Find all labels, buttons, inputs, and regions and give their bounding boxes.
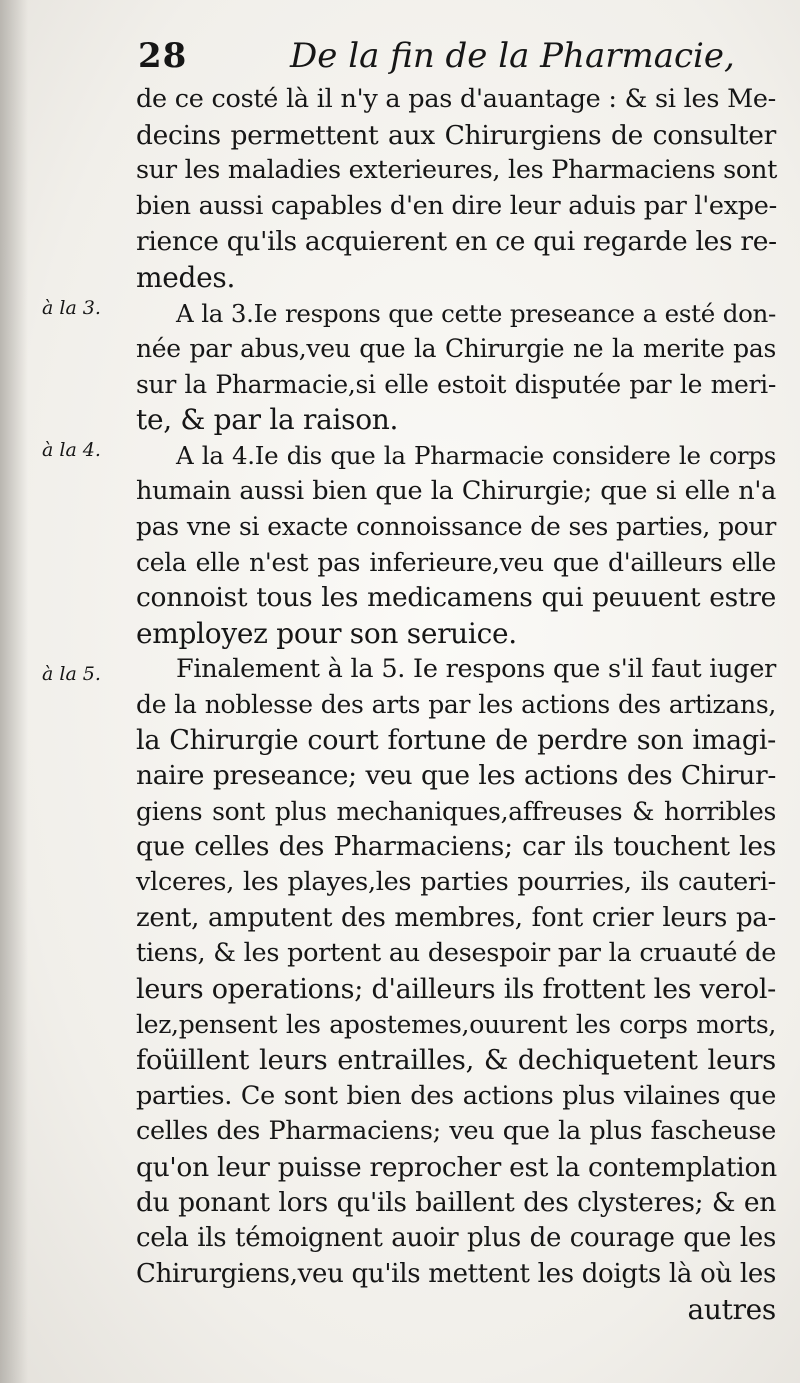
text-line: employez pour son seruice. <box>136 616 517 650</box>
text-line: du ponant lors qu'ils baillent des clysteres; & en <box>136 1187 776 1219</box>
text-line: celles des Pharmaciens; veu que la plus fascheuse <box>136 1116 776 1147</box>
text-line: leurs operations; d'ailleurs ils frottent les verol- <box>136 973 776 1005</box>
text-line: sur la Pharmacie,si elle estoit disputée par le meri- <box>136 369 776 399</box>
catchword: autres <box>687 1293 776 1327</box>
text-line: Chirurgiens,veu qu'ils mettent les doigts là où les <box>136 1258 777 1289</box>
page-number: 28 <box>138 36 188 76</box>
margin-note-a-la-3: à la 3. <box>42 297 101 319</box>
text-line: que celles des Pharmaciens; car ils touchent les <box>136 831 776 863</box>
running-title: De la fin de la Pharmacie, <box>290 36 735 76</box>
margin-note-a-la-4: à la 4. <box>42 439 101 461</box>
text-line: zent, amputent des membres, font crier leurs pa- <box>136 902 776 933</box>
text-line: connoist tous les medicamens qui peuuent estre <box>136 582 776 614</box>
text-line: vlceres, les playes,les parties pourries, ils cauteri- <box>136 867 776 898</box>
text-line: sur les maladies exterieures, les Pharmaciens sont <box>136 155 778 186</box>
text-line: bien aussi capables d'en dire leur aduis par l'expe- <box>136 190 777 221</box>
text-line: la Chirurgie court fortune de perdre son imagi- <box>136 724 776 756</box>
body-text <box>136 82 776 1328</box>
text-line: decins permettent aux Chirurgiens de consulter <box>136 119 776 151</box>
text-line: pas vne si exacte connoissance de ses parties, pour <box>136 512 776 542</box>
margin-note-a-la-5: à la 5. <box>42 663 101 685</box>
text-line: foüillent leurs entrailles, & dechiquetent leurs <box>136 1044 776 1077</box>
text-line: lez,pensent les apostemes,ouurent les corps morts, <box>136 1010 776 1040</box>
text-line: A la 3.Ie respons que cette preseance a esté don- <box>176 298 776 328</box>
text-line: de la noblesse des arts par les actions des artizans, <box>136 690 776 720</box>
gutter-shadow <box>0 0 28 1383</box>
text-line: tiens, & les portent au desespoir par la cruauté de <box>136 938 776 969</box>
text-line: cela elle n'est pas inferieure,veu que d'ailleurs elle <box>136 547 776 577</box>
text-line: cela ils témoignent auoir plus de courage que les <box>136 1223 776 1253</box>
text-line: qu'on leur puisse reprocher est la contemplation <box>136 1151 777 1183</box>
text-line: Finalement à la 5. Ie respons que s'il faut iuger <box>176 653 776 684</box>
text-line: rience qu'ils acquierent en ce qui regarde les re- <box>136 226 777 258</box>
text-line: medes. <box>136 260 236 294</box>
text-line: née par abus,veu que la Chirurgie ne la merite pas <box>136 334 776 364</box>
text-line: de ce costé là il n'y a pas d'auantage : & si les Me- <box>136 84 776 114</box>
text-line: giens sont plus mechaniques,affreuses & horribles <box>136 796 776 826</box>
text-line: parties. Ce sont bien des actions plus vilaines que <box>136 1080 776 1111</box>
text-line: humain aussi bien que la Chirurgie; que si elle n'a <box>136 475 776 506</box>
text-line: A la 4.Ie dis que la Pharmacie considere le corps <box>176 440 776 470</box>
text-line: te, & par la raison. <box>136 403 399 437</box>
page-header <box>138 36 760 86</box>
text-line: naire preseance; veu que les actions des Chirur- <box>136 760 776 792</box>
